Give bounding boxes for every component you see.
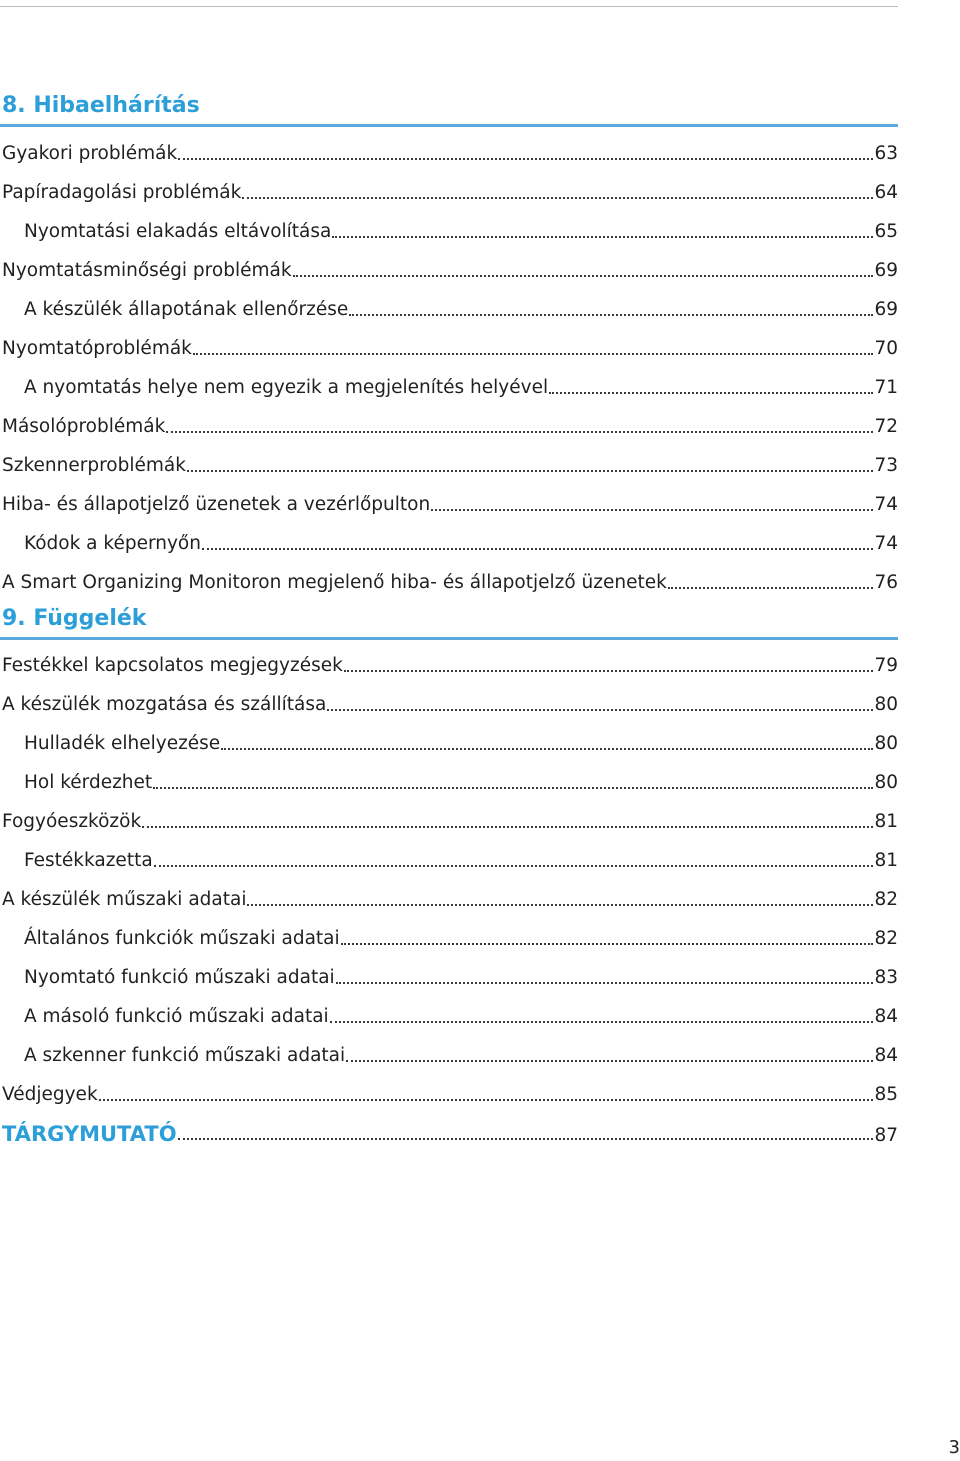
dot-leader	[153, 787, 873, 789]
toc-entry-label: A másoló funkció műszaki adatai	[24, 1006, 329, 1027]
toc-entry-label: Festékkazetta	[24, 850, 153, 871]
dot-leader	[346, 1060, 873, 1062]
toc-entry-label: A nyomtatás helye nem egyezik a megjelenítés helyével	[24, 377, 549, 398]
toc-entry-hol-kerdezhet[interactable]	[0, 770, 898, 796]
toc-entry-page: 83	[874, 967, 898, 988]
toc-entry-page: 74	[874, 533, 898, 554]
dot-leader	[142, 826, 873, 828]
toc-entry-label: Védjegyek	[2, 1084, 98, 1105]
toc-entry-nyomtatasminosegi-problemak[interactable]	[0, 258, 898, 284]
toc-entry-page: 72	[874, 416, 898, 437]
toc-entry-label: Hulladék elhelyezése	[24, 733, 221, 754]
dot-leader	[166, 431, 873, 433]
dot-leader	[330, 1021, 874, 1023]
dot-leader	[178, 158, 873, 160]
dot-leader	[549, 392, 873, 394]
toc-entry-label: Nyomtatásminőségi problémák	[2, 260, 292, 281]
toc-entry-label: A Smart Organizing Monitoron megjelenő hiba- és állapotjelző üzenetek	[2, 572, 667, 593]
toc-entry-label: Fogyóeszközök	[2, 811, 142, 832]
toc-entry-festekkazetta[interactable]	[0, 848, 898, 874]
dot-leader	[293, 275, 874, 277]
toc-entry-label: Nyomtató funkció műszaki adatai	[24, 967, 335, 988]
toc-entry-page: 87	[874, 1125, 898, 1146]
toc-entry-gyakori-problemak[interactable]	[0, 141, 898, 167]
section-title: 9. Függelék	[0, 602, 898, 640]
dot-leader	[344, 670, 874, 672]
section-heading-fuggelek	[0, 602, 898, 640]
toc-entry-page: 71	[874, 377, 898, 398]
toc-entry-hulladek-elhelyezese[interactable]	[0, 731, 898, 757]
toc-entry-keszulek-allapota[interactable]	[0, 297, 898, 323]
toc-entry-page: 63	[874, 143, 898, 164]
dot-leader	[202, 548, 873, 550]
toc-entry-vedjegyek[interactable]	[0, 1082, 898, 1108]
toc-entry-label: TÁRGYMUTATÓ	[2, 1122, 177, 1146]
toc-entry-label: Szkennerproblémák	[2, 455, 186, 476]
toc-entry-label: Kódok a képernyőn	[24, 533, 201, 554]
toc-entry-hiba-uzenetek[interactable]	[0, 492, 898, 518]
dot-leader	[187, 470, 874, 472]
dot-leader	[242, 197, 873, 199]
toc-entry-label: Nyomtatóproblémák	[2, 338, 192, 359]
toc-entry-szkenner-funkcio[interactable]	[0, 1043, 898, 1069]
section-title: 8. Hibaelhárítás	[0, 89, 898, 127]
dot-leader	[336, 982, 874, 984]
toc-entry-label: A készülék mozgatása és szállítása	[2, 694, 327, 715]
toc-entry-altalanos-funkciok[interactable]	[0, 926, 898, 952]
dot-leader	[431, 509, 873, 511]
toc-entry-smart-organizing-monitor[interactable]	[0, 570, 898, 596]
toc-entry-page: 84	[874, 1045, 898, 1066]
toc-entry-label: Hol kérdezhet	[24, 772, 153, 793]
toc-entry-page: 64	[874, 182, 898, 203]
toc-entry-label: Másolóproblémák	[2, 416, 166, 437]
dot-leader	[221, 748, 873, 750]
dot-leader	[341, 943, 874, 945]
toc-entry-targymutato[interactable]	[0, 1121, 898, 1147]
toc-entry-page: 81	[874, 811, 898, 832]
toc-entry-page: 84	[874, 1006, 898, 1027]
toc-entry-page: 80	[874, 772, 898, 793]
toc-entry-label: Papíradagolási problémák	[2, 182, 242, 203]
toc-entry-page: 69	[874, 299, 898, 320]
toc-entry-page: 85	[874, 1084, 898, 1105]
toc-entry-page: 80	[874, 694, 898, 715]
toc-entry-masolo-funkcio[interactable]	[0, 1004, 898, 1030]
toc-entry-label: Általános funkciók műszaki adatai	[24, 928, 340, 949]
toc-entry-label: Nyomtatási elakadás eltávolítása	[24, 221, 332, 242]
toc-entry-papiradagolasi-problemak[interactable]	[0, 180, 898, 206]
toc-entry-page: 74	[874, 494, 898, 515]
dot-leader	[668, 587, 874, 589]
toc-entry-label: A készülék állapotának ellenőrzése	[24, 299, 349, 320]
toc-entry-nyomtatoproblemak[interactable]	[0, 336, 898, 362]
dot-leader	[349, 314, 873, 316]
toc-entry-page: 80	[874, 733, 898, 754]
top-rule	[0, 6, 898, 7]
toc-entry-page: 81	[874, 850, 898, 871]
toc-entry-festekkel-kapcsolatos[interactable]	[0, 653, 898, 679]
toc-entry-muszaki-adatai[interactable]	[0, 887, 898, 913]
toc-entry-szkennerproblemak[interactable]	[0, 453, 898, 479]
dot-leader	[327, 709, 873, 711]
toc-entry-nyomtatasi-elakadas[interactable]	[0, 219, 898, 245]
dot-leader	[332, 236, 873, 238]
toc-entry-nyomtato-funkcio[interactable]	[0, 965, 898, 991]
dot-leader	[154, 865, 874, 867]
toc-entry-label: Hiba- és állapotjelző üzenetek a vezérlőpulton	[2, 494, 431, 515]
toc-entry-label: Gyakori problémák	[2, 143, 178, 164]
toc-entry-page: 79	[874, 655, 898, 676]
toc-entry-page: 76	[874, 572, 898, 593]
toc-entry-label: Festékkel kapcsolatos megjegyzések	[2, 655, 343, 676]
toc-entry-label: A szkenner funkció műszaki adatai	[24, 1045, 346, 1066]
toc-entry-page: 69	[874, 260, 898, 281]
section-heading-hibaelharitas	[0, 89, 898, 127]
toc-entry-page: 82	[874, 889, 898, 910]
toc-entry-nyomtatas-helye[interactable]	[0, 375, 898, 401]
toc-entry-page: 65	[874, 221, 898, 242]
toc-entry-masoloproblemak[interactable]	[0, 414, 898, 440]
dot-leader	[247, 904, 873, 906]
dot-leader	[193, 353, 874, 355]
toc-entry-page: 70	[874, 338, 898, 359]
toc-entry-kodok-a-kepernyon[interactable]	[0, 531, 898, 557]
toc-entry-page: 73	[874, 455, 898, 476]
dot-leader	[178, 1138, 874, 1140]
toc-entry-page: 82	[874, 928, 898, 949]
toc-entry-fogyoeszkozok[interactable]	[0, 809, 898, 835]
dot-leader	[99, 1099, 874, 1101]
page-number: 3	[948, 1437, 960, 1458]
toc-entry-label: A készülék műszaki adatai	[2, 889, 247, 910]
toc-entry-mozgatasa-szallitasa[interactable]	[0, 692, 898, 718]
